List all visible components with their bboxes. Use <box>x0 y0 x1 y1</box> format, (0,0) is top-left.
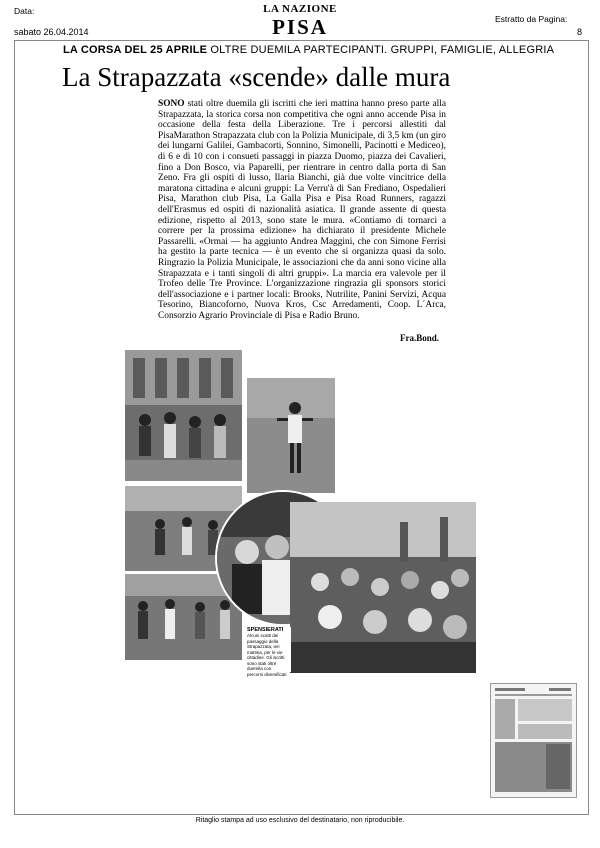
article-headline: La Strapazzata «scende» dalle mura <box>62 62 451 92</box>
extract-label: Estratto da Pagina: <box>495 14 568 24</box>
body-text: stati oltre duemila gli iscritti che ieri mattina hanno preso parte alla Strapazzata, la storica corsa non competitiva che ogni anno accende Pisa in occasione della festa della Liberazione. Tre i percorsi allestiti dal PisaMarathon Strapazzata club con la Polizia Municipale, di 3,5 km (un giro dei lungarni Galilei, Gambacorti, Sonnino, Simonelli, Pacinotti e Mediceo), di 6 e di 10 con i consueti passaggi in piazza Duomo, piazza dei Cavalieri, fino a Don Bosco, via Paparelli, per rientrare in centro dalla porta di San Zeno. Fra gli ospiti di lusso, Ilaria Bianchi, già due volte vincitrice della maratona cittadina e alcuni gruppi: La Verru'à di San Frediano, Ospedalieri Pisa, Marathon club Pisa, La Galla Pisa e Pisa Road Runners, ragazzi dell'Erasmus ed ospiti di nazionalità asiatica. Il grande assente di questa edizione, rispetto al 2013, sono state le mura. «Contiamo di tornarci a correre per la prossima edizione» ha dichiarato il presidente Michele Passarelli. «Ormai — ha aggiunto Andrea Maggini, che con Simone Ferrisi ha gestito la parte tecnica — è un evento che si organizza quasi da solo. Ringrazio la Polizia Municipale, le associazioni che da anni sono vicine alla Strapazzata e i tanti singoli di altri gruppi». La marcia era valevole per il Trofeo delle Tre Province. L'organizzazione ringrazia gli sponsors storici dell'associazione e i partner locali: Brooks, Nutrilite, Panini Servizi, Acqua Tesorino, Biancoforno, Nuova Kros, Csc Arredamenti, Coop. L´Arca, Consorzio Agrario Provinciale di Pisa e Radio Bruno. <box>158 99 446 321</box>
article-kicker <box>63 44 554 56</box>
caption-box <box>247 627 291 677</box>
kicker-bold: LA CORSA DEL 25 APRILE <box>63 44 208 56</box>
page-thumbnail <box>490 683 577 798</box>
photo-runner-street <box>247 378 335 493</box>
kicker-rest: OLTRE DUEMILA PARTECIPANTI. GRUPPI, FAMIGLIE, ALLEGRIA <box>207 44 555 56</box>
date-value: sabato 26.04.2014 <box>14 27 89 37</box>
lead-word: SONO <box>158 99 185 109</box>
article-body <box>158 99 446 321</box>
date-label: Data: <box>14 6 35 16</box>
masthead-newspaper: LA NAZIONE <box>263 3 337 15</box>
photo-crowd-start <box>290 502 476 673</box>
footer-notice: Ritaglio stampa ad uso esclusivo del destinatario, non riproducibile. <box>195 817 405 824</box>
page-number: 8 <box>577 27 583 37</box>
masthead-city: PISA <box>272 15 328 39</box>
caption-title: SPENSIERATI <box>247 627 284 633</box>
photo-runners-piazza <box>125 350 242 481</box>
article-signature: Fra.Bond. <box>400 333 440 343</box>
caption-text: Alcuni scatti dei passaggio della Strapazzata, ieri mattina, per le vie cittadine. Gli iscritti sono stati oltre duemila con percorsi diversificati <box>247 633 287 677</box>
